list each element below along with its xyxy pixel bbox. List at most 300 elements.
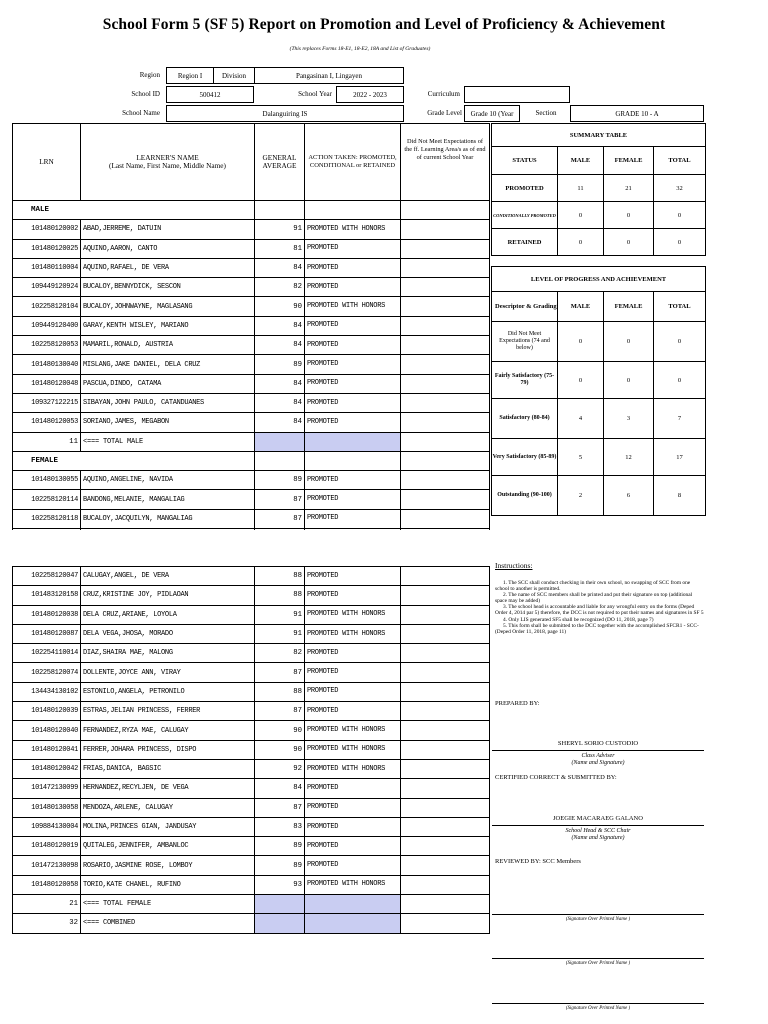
learner-lrn: 101472130098 (13, 856, 81, 875)
learner-action: PROMOTED (305, 374, 401, 393)
total-female-row (13, 895, 490, 914)
progress-row (492, 362, 706, 399)
learner-name: PASCUA,DINDO, CATAMA (81, 374, 255, 393)
summary-h-status: STATUS (492, 147, 558, 175)
learner-lrn: 102258120104 (13, 297, 81, 316)
progress-h-female: FEMALE (604, 292, 654, 322)
learner-lrn: 101480120038 (13, 605, 81, 624)
learner-average: 89 (255, 355, 305, 374)
table-row (13, 759, 490, 778)
learner-lrn: 109449120924 (13, 278, 81, 297)
learner-not-met (401, 740, 490, 759)
summary-promoted-total: 32 (654, 175, 706, 202)
table-row (13, 837, 490, 856)
learner-average: 83 (255, 817, 305, 836)
learner-name: SIBAYAN,JOHN PAULO, CATANDUANES (81, 393, 255, 412)
learner-not-met (401, 297, 490, 316)
table-row (13, 798, 490, 817)
learner-average: 82 (255, 644, 305, 663)
learner-action: PROMOTED (305, 393, 401, 412)
learner-name: MISLANG,JAKE DANIEL, DELA CRUZ (81, 355, 255, 374)
table-row (13, 702, 490, 721)
learner-lrn: 101480120019 (13, 837, 81, 856)
col-action: ACTION TAKEN: PROMOTED, CONDITIONAL or RETAINED (305, 124, 401, 201)
learner-average: 93 (255, 875, 305, 894)
learner-average: 84 (255, 374, 305, 393)
progress-total: 0 (654, 322, 706, 362)
learner-name: BUCALOY,JACQUILYN, MANGALIAG (81, 509, 255, 528)
learner-action: PROMOTED (305, 355, 401, 374)
learner-average: 90 (255, 721, 305, 740)
scc-signature-caption-2: (Signature Over Printed Name ) (565, 961, 631, 966)
learner-action: PROMOTED (305, 817, 401, 836)
learner-not-met (401, 605, 490, 624)
table-row (13, 644, 490, 663)
col-notmet: Did Not Meet Expectations of the ff. Learning Area/s as of end of current School Year (401, 124, 490, 201)
learner-not-met (401, 471, 490, 490)
learner-name: QUITALEG,JENNIFER, AMBANLOC (81, 837, 255, 856)
learner-not-met (401, 721, 490, 740)
table-row (13, 336, 490, 355)
instruction-item: 2. The name of SCC members shall be printed and put their signature on top (additional space may be added) (495, 592, 693, 605)
learner-action: PROMOTED (305, 239, 401, 258)
learner-lrn: 101480130058 (13, 798, 81, 817)
learner-lrn: 101480120048 (13, 374, 81, 393)
learner-name: CRUZ,KRISTINE JOY, PIDLAOAN (81, 586, 255, 605)
adviser-signature-line (492, 750, 704, 751)
progress-female: 12 (604, 439, 654, 476)
table-row (13, 393, 490, 412)
learner-lrn: 101480120041 (13, 740, 81, 759)
learner-lrn: 101480130055 (13, 471, 81, 490)
male-section-row (13, 201, 490, 220)
progress-table (491, 266, 706, 516)
learner-average: 89 (255, 471, 305, 490)
progress-row (492, 476, 706, 516)
learner-action: PROMOTED (305, 509, 401, 528)
learner-average: 84 (255, 413, 305, 432)
progress-total: 0 (654, 362, 706, 399)
learner-not-met (401, 875, 490, 894)
learner-action: PROMOTED WITH HONORS (305, 740, 401, 759)
school-id-value: 500412 (166, 86, 254, 103)
learner-name: ROSARIO,JASMINE ROSE, LOMBOY (81, 856, 255, 875)
table-row (13, 509, 490, 528)
learner-name: MAMARIL,RONALD, AUSTRIA (81, 336, 255, 355)
progress-desc: Fairly Satisfactory (75-79) (492, 362, 558, 399)
learner-action: PROMOTED (305, 258, 401, 277)
learner-not-met (401, 663, 490, 682)
table-row (13, 663, 490, 682)
learner-average: 84 (255, 393, 305, 412)
learner-name: HERNANDEZ,RECYLJEN, DE VEGA (81, 779, 255, 798)
grade-level-value: Grade 10 (Year (464, 105, 520, 122)
table-row (13, 740, 490, 759)
learner-name: DELA VEGA,JHOSA, MORADO (81, 624, 255, 643)
progress-row (492, 439, 706, 476)
learner-action: PROMOTED (305, 278, 401, 297)
summary-promoted-female: 21 (604, 175, 654, 202)
learner-average: 88 (255, 682, 305, 701)
table-row (13, 220, 490, 239)
learner-action: PROMOTED WITH HONORS (305, 721, 401, 740)
progress-row (492, 399, 706, 439)
learner-average: 91 (255, 624, 305, 643)
learner-not-met (401, 316, 490, 335)
learner-not-met (401, 336, 490, 355)
learner-not-met (401, 798, 490, 817)
learner-action: PROMOTED WITH HONORS (305, 759, 401, 778)
summary-conditional-female: 0 (604, 202, 654, 229)
summary-h-total: TOTAL (654, 147, 706, 175)
learner-average: 89 (255, 837, 305, 856)
scc-signature-line-1 (492, 914, 704, 915)
learner-lrn: 101480120002 (13, 220, 81, 239)
table-row (13, 875, 490, 894)
progress-male: 2 (558, 476, 604, 516)
shaded-cell (305, 432, 401, 451)
progress-desc: Very Satisfactory (85-89) (492, 439, 558, 476)
learner-action: PROMOTED (305, 644, 401, 663)
learner-average: 88 (255, 567, 305, 586)
learner-name: FRIAS,DANICA, BAGSIC (81, 759, 255, 778)
empty-cell (401, 201, 490, 220)
learner-lrn: 102258120118 (13, 509, 81, 528)
scc-signature-line-3 (492, 1003, 704, 1004)
learner-action: PROMOTED (305, 471, 401, 490)
shaded-cell (255, 432, 305, 451)
summary-retained-male: 0 (558, 229, 604, 256)
section-label: Section (535, 109, 557, 117)
shaded-cell (305, 895, 401, 914)
table-row (13, 278, 490, 297)
learner-action: PROMOTED (305, 682, 401, 701)
table-row (13, 355, 490, 374)
learner-name: DOLLENTE,JOYCE ANN, VIRAY (81, 663, 255, 682)
learner-action: PROMOTED (305, 856, 401, 875)
learner-lrn: 134434130102 (13, 682, 81, 701)
learner-not-met (401, 490, 490, 509)
col-lrn: LRN (13, 124, 81, 201)
instruction-item: 3. The school head is accountable and liable for any wrongful entry on the forms (Deped Order 4, 2014 par 5) therefore, the DCC is not required to put their names and signatures in SF 5 (495, 604, 704, 617)
learners-table-page1 (12, 123, 490, 548)
progress-total: 17 (654, 439, 706, 476)
learner-not-met (401, 220, 490, 239)
progress-h-desc: Descriptor & Grading (492, 292, 558, 322)
learner-name: AQUINO,AARON, CANTO (81, 239, 255, 258)
table-row (13, 316, 490, 335)
empty-cell (401, 451, 490, 470)
summary-h-female: FEMALE (604, 147, 654, 175)
learner-average: 89 (255, 856, 305, 875)
grade-level-label: Grade Level (427, 109, 462, 117)
instruction-item: 5. This form shall be submitted to the DCC together with the accomplished SFCR1 - SCC- (Deped Order 11, 2018, page 11) (495, 622, 699, 635)
learner-not-met (401, 258, 490, 277)
division-value: Pangasinan I, Lingayen (254, 67, 404, 84)
head-role: School Head & SCC Chair (565, 828, 631, 834)
table-row (13, 258, 490, 277)
learner-average: 91 (255, 605, 305, 624)
learner-lrn: 101480130040 (13, 355, 81, 374)
learner-not-met (401, 817, 490, 836)
learner-not-met (401, 586, 490, 605)
learner-name: FERNANDEZ,RYZA MAE, CALUGAY (81, 721, 255, 740)
shaded-cell (255, 914, 305, 933)
progress-h-total: TOTAL (654, 292, 706, 322)
learner-average: 92 (255, 759, 305, 778)
combined-row (13, 914, 490, 933)
learner-average: 84 (255, 336, 305, 355)
learner-lrn: 101480120025 (13, 239, 81, 258)
table-row (13, 817, 490, 836)
table-row (13, 856, 490, 875)
empty-cell (255, 451, 305, 470)
learner-name: BUCALOY,BENNYDICK, SESCON (81, 278, 255, 297)
table-row (13, 239, 490, 258)
learner-not-met (401, 644, 490, 663)
empty-cell (305, 201, 401, 220)
empty-cell (401, 432, 490, 451)
summary-retained-total: 0 (654, 229, 706, 256)
learner-action: PROMOTED (305, 702, 401, 721)
progress-title: LEVEL OF PROGRESS AND ACHIEVEMENT (492, 267, 706, 292)
progress-total: 8 (654, 476, 706, 516)
empty-cell (255, 201, 305, 220)
table-row (13, 605, 490, 624)
learner-action: PROMOTED (305, 586, 401, 605)
scc-signature-line-2 (492, 958, 704, 959)
learner-average: 90 (255, 740, 305, 759)
learner-not-met (401, 682, 490, 701)
learner-name: ABAD,JERREME, DATUIN (81, 220, 255, 239)
learner-name: FERRER,JOHARA PRINCESS, DISPO (81, 740, 255, 759)
school-name-value: Dalanguiring IS (166, 105, 404, 122)
learner-action: PROMOTED (305, 336, 401, 355)
learner-name: AQUINO,ANGELINE, NAVIDA (81, 471, 255, 490)
table-row (13, 471, 490, 490)
learner-action: PROMOTED WITH HONORS (305, 624, 401, 643)
progress-row (492, 322, 706, 362)
table-row (13, 297, 490, 316)
shaded-cell (255, 895, 305, 914)
learner-action: PROMOTED (305, 316, 401, 335)
progress-female: 6 (604, 476, 654, 516)
instruction-item: 4. Only LIS generated SF5 shall be recognized (DO 11, 2018, page 7) (503, 616, 654, 623)
female-section-row-label: FEMALE (13, 451, 255, 470)
learner-average: 91 (255, 220, 305, 239)
total-male-row-count: 11 (13, 432, 81, 451)
learner-average: 81 (255, 239, 305, 258)
learner-name: MENDOZA,ARLENE, CALUGAY (81, 798, 255, 817)
head-signature-line (492, 825, 704, 826)
school-year-label: School Year (298, 90, 332, 98)
learner-average: 87 (255, 798, 305, 817)
female-section-row (13, 451, 490, 470)
learner-name: GARAY,KENTH WISLEY, MARIANO (81, 316, 255, 335)
learner-lrn: 101472130099 (13, 779, 81, 798)
learner-average: 84 (255, 258, 305, 277)
head-role-sub: (Name and Signature) (571, 835, 625, 841)
learner-name: CALUGAY,ANGEL, DE VERA (81, 567, 255, 586)
learner-name: ESTONILO,ANGELA, PETRONILO (81, 682, 255, 701)
school-id-label: School ID (131, 90, 160, 98)
progress-desc: Outstanding (90-100) (492, 476, 558, 516)
learner-not-met (401, 759, 490, 778)
learner-name: BANDONG,MELANIE, MANGALIAG (81, 490, 255, 509)
learner-name: AQUINO,RAFAEL, DE VERA (81, 258, 255, 277)
learner-action: PROMOTED WITH HONORS (305, 220, 401, 239)
learner-average: 87 (255, 702, 305, 721)
summary-status-conditional: CONDITIONALLY PROMOTED (492, 202, 558, 229)
summary-conditional-male: 0 (558, 202, 604, 229)
progress-h-male: MALE (558, 292, 604, 322)
total-male-row-label: <=== TOTAL MALE (81, 432, 255, 451)
reviewed-label: REVIEWED BY: SCC Members (495, 858, 581, 865)
total-female-row-label: <=== TOTAL FEMALE (81, 895, 255, 914)
learner-lrn: 101480110004 (13, 258, 81, 277)
learner-not-met (401, 509, 490, 528)
learner-action: PROMOTED WITH HONORS (305, 605, 401, 624)
learner-action: PROMOTED (305, 490, 401, 509)
scc-signature-caption-1: (Signature Over Printed Name ) (565, 917, 631, 922)
instructions-title: Instructions: (495, 561, 533, 570)
learner-lrn: 102258120114 (13, 490, 81, 509)
learner-not-met (401, 837, 490, 856)
table-row (13, 779, 490, 798)
male-section-row-label: MALE (13, 201, 255, 220)
learner-not-met (401, 393, 490, 412)
learner-lrn: 101480120053 (13, 413, 81, 432)
shaded-cell (305, 914, 401, 933)
summary-conditional-total: 0 (654, 202, 706, 229)
progress-male: 0 (558, 362, 604, 399)
total-female-row-count: 21 (13, 895, 81, 914)
learner-name: ESTRAS,JELIAN PRINCESS, FERRER (81, 702, 255, 721)
adviser-role-sub: (Name and Signature) (571, 760, 625, 766)
progress-female: 3 (604, 399, 654, 439)
learner-average: 87 (255, 509, 305, 528)
progress-female: 0 (604, 322, 654, 362)
prepared-by-label: PREPARED BY: (495, 700, 540, 707)
empty-cell (305, 451, 401, 470)
page-break (0, 530, 768, 552)
summary-h-male: MALE (558, 147, 604, 175)
learner-lrn: 109884130004 (13, 817, 81, 836)
learner-not-met (401, 374, 490, 393)
table-row (13, 624, 490, 643)
summary-promoted-male: 11 (558, 175, 604, 202)
learner-lrn: 101480120040 (13, 721, 81, 740)
region-label: Region (139, 71, 160, 79)
learner-name: MOLINA,PRINCES GIAN, JANDUSAY (81, 817, 255, 836)
page-title: School Form 5 (SF 5) Report on Promotion and Level of Proficiency & Achievement (102, 16, 666, 33)
progress-male: 0 (558, 322, 604, 362)
progress-desc: Satisfactory (80-84) (492, 399, 558, 439)
curriculum-value (464, 86, 570, 103)
progress-total: 7 (654, 399, 706, 439)
region-value: Region I (166, 67, 214, 84)
page-subtitle: (This replaces Forms 18-E1, 18-E2, 18A and List of Graduates) (289, 46, 431, 52)
learner-lrn: 109449120400 (13, 316, 81, 335)
empty-cell (401, 914, 490, 933)
col-avg: GENERAL AVERAGE (255, 124, 305, 201)
learner-name: TORIO,KATE CHANEL, RUFINO (81, 875, 255, 894)
total-male-row (13, 432, 490, 451)
learner-not-met (401, 779, 490, 798)
table-row (13, 721, 490, 740)
summary-status-retained: RETAINED (492, 229, 558, 256)
learner-not-met (401, 239, 490, 258)
learner-lrn: 102258120053 (13, 336, 81, 355)
learners-table-page2 (12, 566, 490, 934)
curriculum-label: Curriculum (427, 90, 460, 98)
learner-average: 87 (255, 663, 305, 682)
learner-average: 82 (255, 278, 305, 297)
adviser-role: Class Adviser (581, 753, 615, 759)
learner-lrn: 102254110014 (13, 644, 81, 663)
division-label: Division (214, 67, 254, 84)
summary-retained-female: 0 (604, 229, 654, 256)
learner-lrn: 109327122215 (13, 393, 81, 412)
learner-lrn: 101480120087 (13, 624, 81, 643)
summary-table (491, 123, 706, 256)
learner-action: PROMOTED (305, 413, 401, 432)
certified-label: CERTIFIED CORRECT & SUBMITTED BY: (495, 774, 617, 781)
learner-action: PROMOTED (305, 798, 401, 817)
progress-male: 5 (558, 439, 604, 476)
table-row (13, 374, 490, 393)
learner-name: DELA CRUZ,ARIANE, LOYOLA (81, 605, 255, 624)
col-name-main: LEARNER'S NAME (136, 153, 199, 162)
col-name-sub: (Last Name, First Name, Middle Name) (109, 161, 226, 170)
adviser-name: SHERYL SORIO CUSTODIO (557, 740, 639, 747)
learner-action: PROMOTED (305, 837, 401, 856)
learner-not-met (401, 413, 490, 432)
empty-cell (401, 895, 490, 914)
learner-average: 84 (255, 316, 305, 335)
learner-not-met (401, 355, 490, 374)
learner-name: BUCALOY,JOHNWAYNE, MAGLASANG (81, 297, 255, 316)
learner-action: PROMOTED WITH HONORS (305, 297, 401, 316)
progress-male: 4 (558, 399, 604, 439)
learner-lrn: 101480120042 (13, 759, 81, 778)
learner-action: PROMOTED WITH HONORS (305, 875, 401, 894)
learner-lrn: 101480120039 (13, 702, 81, 721)
summary-title: SUMMARY TABLE (492, 124, 706, 147)
table-row (13, 567, 490, 586)
learner-not-met (401, 567, 490, 586)
learner-not-met (401, 624, 490, 643)
learner-not-met (401, 856, 490, 875)
school-year-value: 2022 - 2023 (336, 86, 404, 103)
learner-lrn: 101480120058 (13, 875, 81, 894)
instructions-body (495, 580, 705, 635)
table-row (13, 490, 490, 509)
learner-lrn: 102258120074 (13, 663, 81, 682)
learner-not-met (401, 702, 490, 721)
learner-name: DIAZ,SHAIRA MAE, MALONG (81, 644, 255, 663)
combined-row-count: 32 (13, 914, 81, 933)
instruction-item: 1. The SCC shall conduct checking in their own school, no swapping of SCC from one school to another is permitted. (495, 580, 691, 593)
progress-female: 0 (604, 362, 654, 399)
col-name (81, 124, 255, 201)
learner-average: 90 (255, 297, 305, 316)
table-row (13, 586, 490, 605)
school-name-label: School Name (122, 109, 160, 117)
learner-lrn: 102258120047 (13, 567, 81, 586)
learner-name: SORIANO,JAMES, MEGABON (81, 413, 255, 432)
learner-action: PROMOTED (305, 779, 401, 798)
